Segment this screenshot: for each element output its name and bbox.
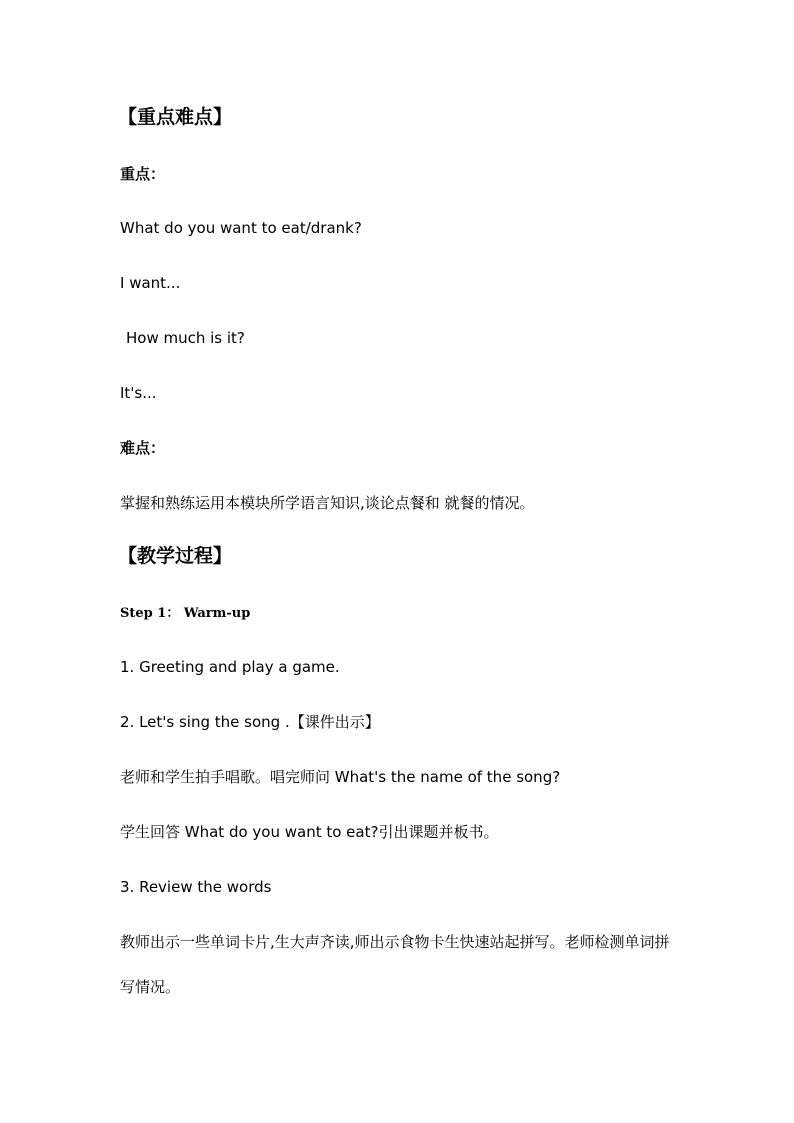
key-line-2: I want...	[120, 274, 181, 292]
heading-key-points: 【重点难点】	[118, 106, 233, 128]
label-difficult: 难点：	[120, 439, 166, 457]
item-1: 1. Greeting and play a game.	[120, 658, 340, 676]
key-line-3: How much is it?	[126, 329, 245, 347]
item-3-description: 教师出示一些单词卡片,生大声齐读,师出示食物卡生快速站起拼写。老师检测单词拼写情况。	[120, 933, 670, 996]
item-2-description: 老师和学生拍手唱歌。唱完师问 What's the name of the song?	[120, 768, 561, 786]
key-line-1: What do you want to eat/drank?	[120, 219, 362, 237]
heading-process: 【教学过程】	[118, 545, 233, 567]
step-1-title: Step 1： Warm-up	[120, 606, 251, 621]
item-2: 2. Let's sing the song .【课件出示】	[120, 713, 380, 731]
key-line-4: It's...	[120, 384, 157, 402]
difficult-text: 掌握和熟练运用本模块所学语言知识,谈论点餐和 就餐的情况。	[120, 494, 535, 512]
item-2-answer: 学生回答 What do you want to eat?引出课题并板书。	[120, 823, 499, 841]
item-3: 3. Review the words	[120, 878, 272, 896]
label-key: 重点：	[120, 165, 166, 183]
